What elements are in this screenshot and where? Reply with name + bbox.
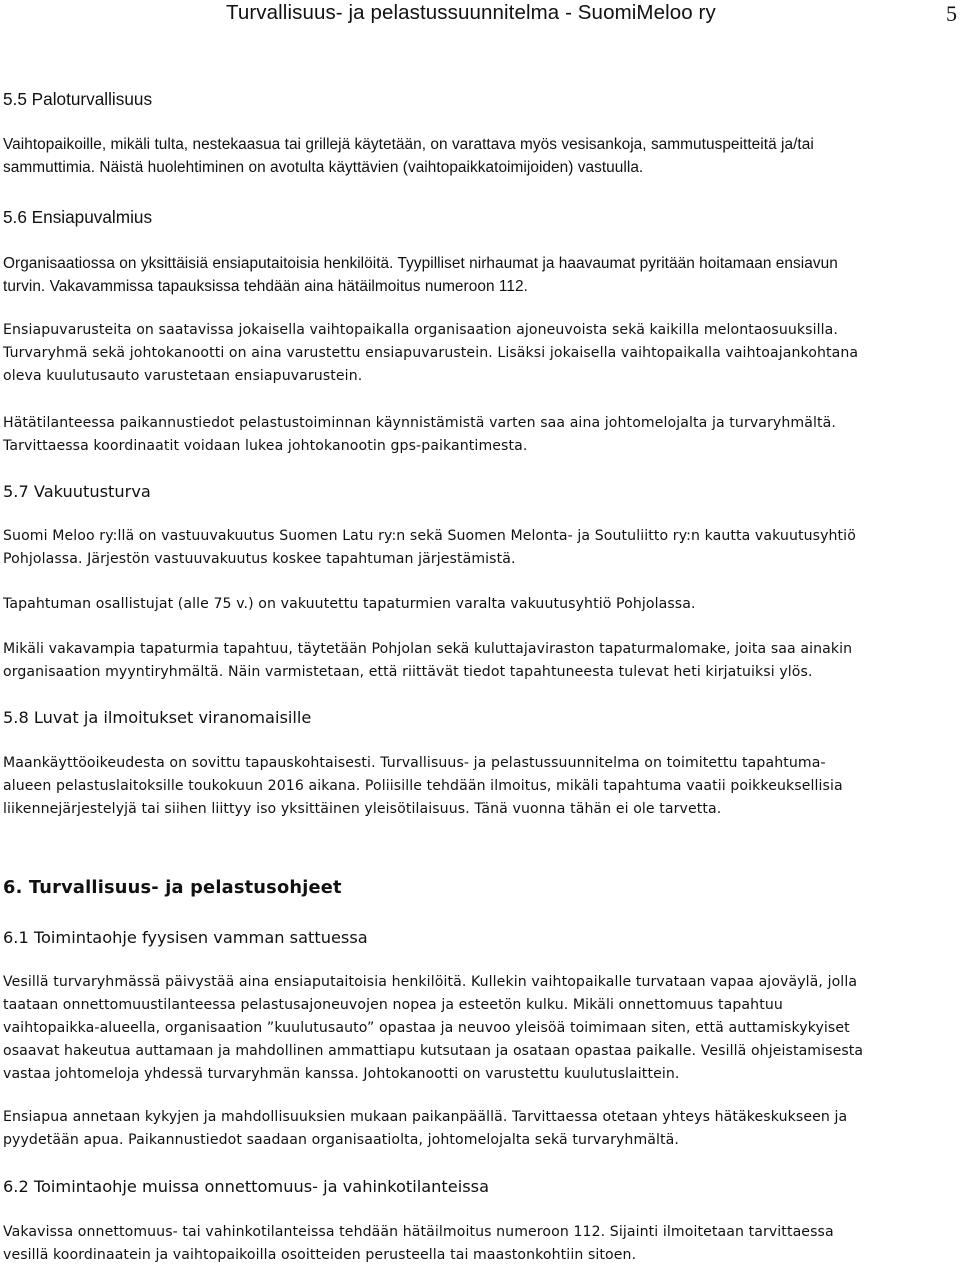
text-line: organisaation myyntiryhmältä. Näin varmistetaan, että riittävät tiedot tapahtuneesta tulevat heti kirjatuiksi ylös. — [3, 664, 813, 680]
paragraph-6-1-a — [3, 971, 953, 1086]
text-line: turvin. Vakavammissa tapauksissa tehdään aina hätäilmoitus numeroon 112. — [3, 278, 528, 295]
paragraph-5-8 — [3, 752, 953, 821]
text-line: vesillä koordinaatein ja vaihtopaikoilla osoitteiden perusteella tai maastonkohtiin sitoen. — [3, 1247, 637, 1263]
text-line: Ensiapua annetaan kykyjen ja mahdollisuuksien mukaan paikanpäällä. Tarvittaessa otetaan yhteys hätäkeskukseen ja — [3, 1109, 848, 1125]
text-line: Tarvittaessa koordinaatit voidaan lukea johtokanootin gps-paikantimesta. — [3, 438, 528, 454]
paragraph-5-6-c — [3, 412, 953, 458]
text-line: osaavat hakeutua auttamaan ja mahdollinen ammattiapu kutsutaan ja osataan opastaa paikalle. Vesillä ohjeistamisesta — [3, 1043, 864, 1059]
text-line: Pohjolassa. Järjestön vastuuvakuutus koskee tapahtuman järjestämistä. — [3, 551, 516, 567]
heading-5-5: 5.5 Paloturvallisuus — [3, 89, 153, 109]
paragraph-6-2 — [3, 1221, 953, 1267]
heading-5-6: 5.6 Ensiapuvalmius — [3, 207, 153, 227]
running-header-title: Turvallisuus- ja pelastussuunnitelma - SuomiMeloo ry — [226, 1, 716, 24]
text-line: Turvaryhmä sekä johtokanootti on aina varustettu ensiapuvarustein. Lisäksi jokaisella vaihtopaikalla vaihtoajankohtana — [3, 345, 859, 361]
text-line: Mikäli vakavampia tapaturmia tapahtuu, täytetään Pohjolan sekä kuluttajaviraston tapaturmalomake, joita saa ainakin — [3, 641, 853, 657]
text-line: Suomi Meloo ry:llä on vastuuvakuutus Suomen Latu ry:n sekä Suomen Melonta- ja Soutuliitto ry:n kautta vakuutusyhtiö — [3, 528, 856, 544]
heading-6: 6. Turvallisuus- ja pelastusohjeet — [3, 877, 342, 898]
paragraph-5-7-a — [3, 525, 953, 571]
text-line: Ensiapuvarusteita on saatavissa jokaisella vaihtopaikalla organisaation ajoneuvoista sekä kaikilla melontaosuuksilla. — [3, 322, 838, 338]
text-line: pyydetään apua. Paikannustiedot saadaan organisaatiolta, johtomelojalta sekä turvaryhmältä. — [3, 1132, 679, 1148]
text-line: Hätätilanteessa paikannustiedot pelastustoiminnan käynnistämistä varten saa aina johtomelojalta ja turvaryhmältä. — [3, 415, 836, 431]
text-line: liikennejärjestelyjä tai siihen liittyy iso yksittäinen yleisötilaisuus. Tänä vuonna tähän ei ole tarvetta. — [3, 801, 722, 817]
heading-5-8: 5.8 Luvat ja ilmoitukset viranomaisille — [3, 708, 312, 727]
paragraph-5-5 — [3, 133, 953, 179]
text-line: taataan onnettomuustilanteessa pelastusajoneuvojen nopea ja esteetön kulku. Mikäli onnettomuus tapahtuu — [3, 997, 783, 1013]
heading-5-7: 5.7 Vakuutusturva — [3, 482, 151, 501]
text-line: Organisaatiossa on yksittäisiä ensiaputaitoisia henkilöitä. Tyypilliset nirhaumat ja haavaumat pyritään hoitamaan ensiavun — [3, 255, 838, 272]
text-line: Vesillä turvaryhmässä päivystää aina ensiaputaitoisia henkilöitä. Kullekin vaihtopaikalle turvataan vapaa ajoväylä, jolla — [3, 974, 858, 990]
text-line: Tapahtuman osallistujat (alle 75 v.) on vakuutettu tapaturmien varalta vakuutusyhtiö Pohjolassa. — [3, 596, 696, 612]
page-number: 5 — [946, 1, 957, 26]
heading-6-1: 6.1 Toimintaohje fyysisen vamman sattuessa — [3, 928, 368, 947]
paragraph-6-1-b — [3, 1106, 953, 1152]
text-line: vaihtopaikka-alueella, organisaation ”kuulutusauto” opastaa ja neuvoo yleisöä toimimaan siten, että auttamiskykyiset — [3, 1020, 850, 1036]
text-line: alueen pelastuslaitoksille toukokuun 2016 aikana. Poliisille tehdään ilmoitus, mikäli tapahtuma vaatii poikkeuksellisia — [3, 778, 843, 794]
paragraph-5-7-b — [3, 593, 953, 616]
text-line: oleva kuulutusauto varustetaan ensiapuvarustein. — [3, 368, 363, 384]
paragraph-5-6-b — [3, 319, 953, 388]
paragraph-5-6-a — [3, 252, 953, 298]
heading-6-2: 6.2 Toimintaohje muissa onnettomuus- ja vahinkotilanteissa — [3, 1177, 490, 1196]
text-line: Maankäyttöoikeudesta on sovittu tapauskohtaisesti. Turvallisuus- ja pelastussuunnitelma on toimitettu tapahtuma- — [3, 755, 826, 771]
text-line: sammuttimia. Näistä huolehtiminen on avotulta käyttävien (vaihtopaikkatoimijoiden) vastuulla. — [3, 159, 644, 176]
text-line: Vaihtopaikoille, mikäli tulta, nestekaasua tai grillejä käytetään, on varattava myös vesisankoja, sammutuspeitteitä ja/tai — [3, 136, 814, 153]
text-line: vastaa johtomeloja yhdessä turvaryhmän kanssa. Johtokanootti on varustettu kuulutuslaittein. — [3, 1066, 680, 1082]
text-line: Vakavissa onnettomuus- tai vahinkotilanteissa tehdään hätäilmoitus numeroon 112. Sijainti ilmoitetaan tarvittaessa — [3, 1224, 834, 1240]
paragraph-5-7-c — [3, 638, 953, 684]
